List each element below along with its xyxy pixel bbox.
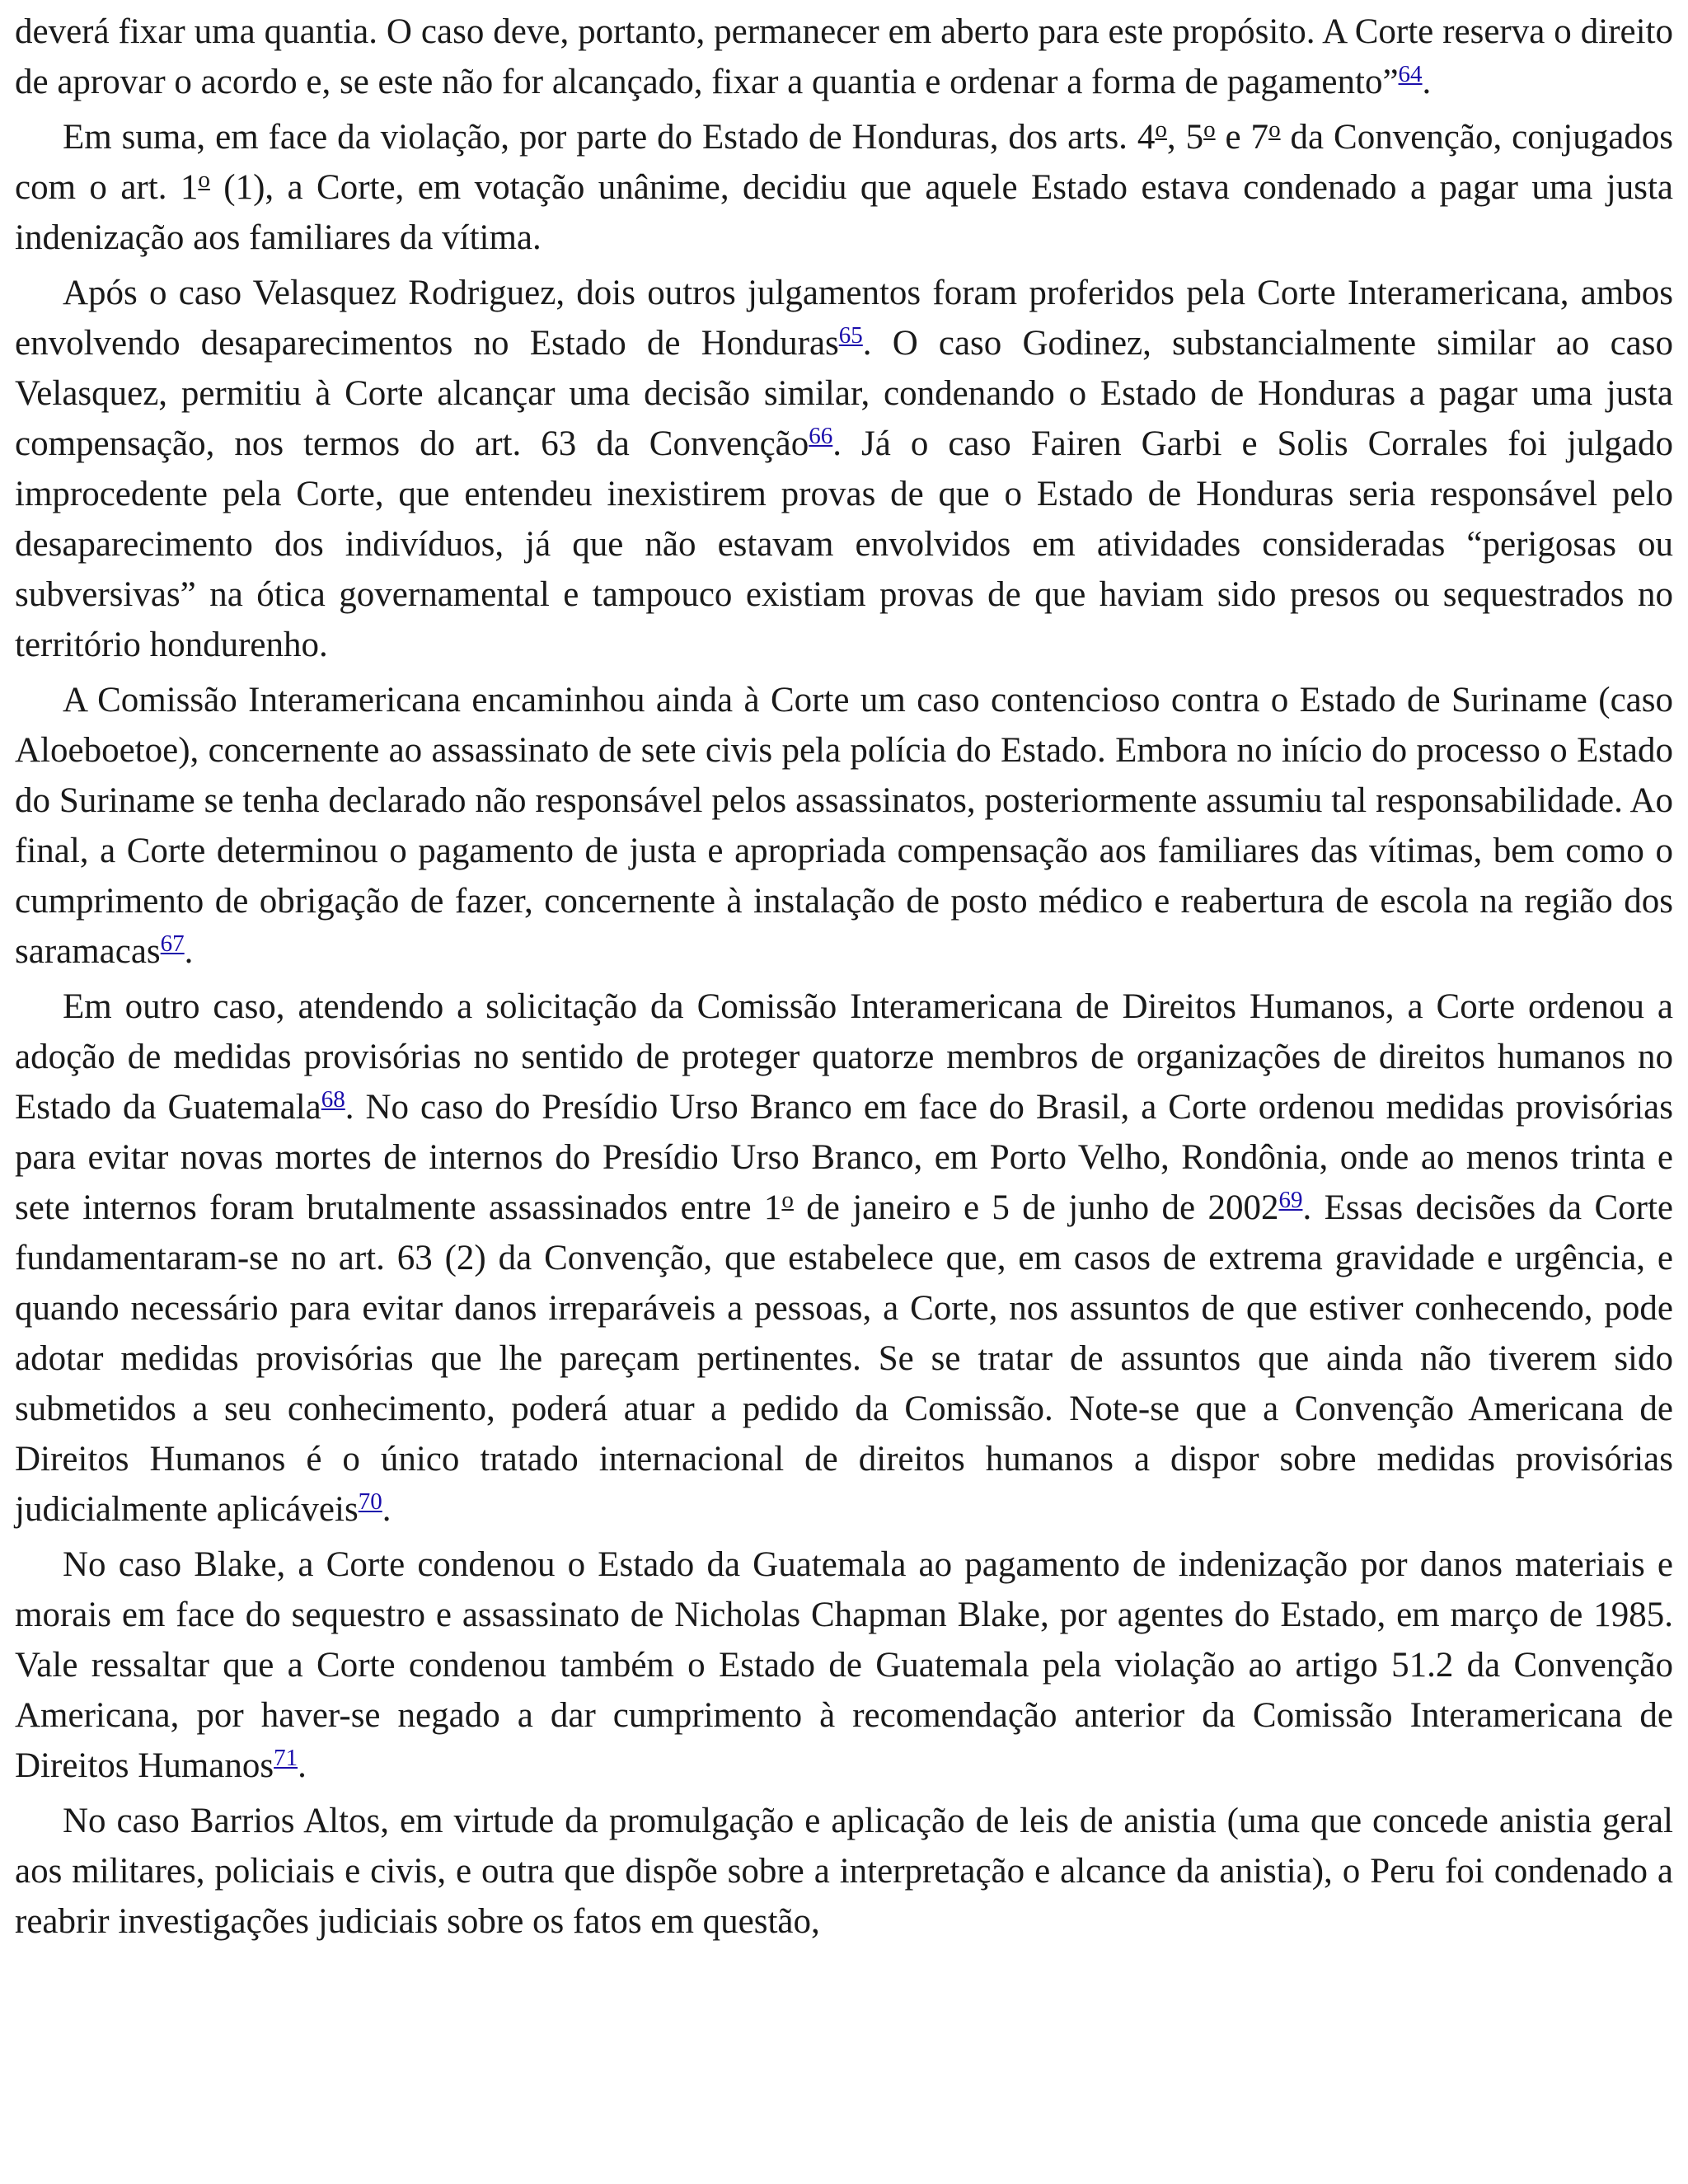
paragraph-text: e 7 xyxy=(1215,118,1269,157)
footnote-link-70[interactable]: 70 xyxy=(358,1488,382,1515)
paragraph-text: No caso Barrios Altos, em virtude da promulgação e aplicação de leis de anistia (uma que concede anistia geral aos militares, policiais e civis, e outra que dispõe sobre a interpretação e alcance da anistia), o Peru foi condenado a reabrir investigações judiciais sobre os fatos em questão, xyxy=(15,1802,1673,1941)
paragraph-text: , 5 xyxy=(1166,118,1204,157)
paragraph-text: . xyxy=(184,932,194,971)
ordinal-indicator: o xyxy=(1268,116,1281,143)
paragraph xyxy=(15,1796,1673,1947)
document-page xyxy=(15,7,1673,1952)
footnote-link-65[interactable]: 65 xyxy=(838,322,863,349)
paragraph xyxy=(15,7,1673,107)
paragraph xyxy=(15,268,1673,670)
ordinal-indicator: o xyxy=(1203,116,1216,143)
footnote-link-67[interactable]: 67 xyxy=(160,930,185,957)
paragraph-text: Em outro caso, atendendo a solicitação da Comissão Interamericana de Direitos Humanos, a Corte ordenou a adoção de medidas provisórias no sentido de proteger quatorze membros de organizações de direitos humanos no Estado da Guatemala xyxy=(15,987,1673,1127)
ordinal-indicator: o xyxy=(1155,116,1167,143)
paragraph-text: . Já o caso Fairen Garbi e Solis Corrales foi julgado improcedente pela Corte, que entendeu inexistirem provas de que o Estado de Honduras seria responsável pelo desaparecimento dos indivíduos, já que não estavam envolvidos em atividades consideradas “perigosas ou subversivas” na ótica governamental e tampouco existiam provas de que haviam sido presos ou sequestrados no território hondurenho. xyxy=(15,424,1674,664)
paragraph xyxy=(15,675,1673,977)
paragraph-text: . No caso do Presídio Urso Branco em face do Brasil, a Corte ordenou medidas provisórias para evitar novas mortes de internos do Presídio Urso Branco, em Porto Velho, Rondônia, onde ao menos trinta e sete internos foram brutalmente assassinados entre 1 xyxy=(15,1088,1673,1227)
paragraph-text: . xyxy=(382,1490,392,1529)
paragraph-text: da Convenção, conjugados com o art. 1 xyxy=(15,118,1674,207)
paragraph-text: A Comissão Interamericana encaminhou ainda à Corte um caso contencioso contra o Estado de Suriname (caso Aloeboetoe), concernente ao assassinato de sete civis pela polícia do Estado. Embora no início do processo o Estado do Suriname se tenha declarado não responsável pelos assassinatos, posteriormente assumiu tal responsabilidade. Ao final, a Corte determinou o pagamento de justa e apropriada compensação aos familiares das vítimas, bem como o cumprimento de obrigação de fazer, concernente à instalação de posto médico e reabertura de escola na região dos saramacas xyxy=(15,681,1673,971)
paragraph-text: Em suma, em face da violação, por parte do Estado de Honduras, dos arts. 4 xyxy=(63,118,1156,157)
paragraph-text: deverá fixar uma quantia. O caso deve, portanto, permanecer em aberto para este propósito. A Corte reserva o direito de aprovar o acordo e, se este não for alcançado, fixar a quantia e ordenar a forma de pagamento” xyxy=(15,12,1673,101)
ordinal-indicator: o xyxy=(781,1187,794,1213)
paragraph-text: No caso Blake, a Corte condenou o Estado da Guatemala ao pagamento de indenização por danos materiais e morais em face do sequestro e assassinato de Nicholas Chapman Blake, por agentes do Estado, em março de 1985. Vale ressaltar que a Corte condenou também o Estado de Guatemala pela violação ao artigo 51.2 da Convenção Americana, por haver-se negado a dar cumprimento à recomendação anterior da Comissão Interamericana de Direitos Humanos xyxy=(15,1545,1673,1785)
paragraph-text: (1), a Corte, em votação unânime, decidiu que aquele Estado estava condenado a pagar uma justa indenização aos familiares da vítima. xyxy=(15,168,1673,257)
paragraph-text: de janeiro e 5 de junho de 2002 xyxy=(793,1188,1279,1227)
paragraph-text: Após o caso Velasquez Rodriguez, dois outros julgamentos foram proferidos pela Corte Interamericana, ambos envolvendo desaparecimentos no Estado de Honduras xyxy=(15,274,1673,363)
paragraph-text: . xyxy=(298,1746,307,1785)
paragraph xyxy=(15,112,1673,263)
paragraph-text: . Essas decisões da Corte fundamentaram-se no art. 63 (2) da Convenção, que estabelece que, em casos de extrema gravidade e urgência, e quando necessário para evitar danos irreparáveis a pessoas, a Corte, nos assuntos de que estiver conhecendo, pode adotar medidas provisórias que lhe pareçam pertinentes. Se se tratar de assuntos que ainda não tiverem sido submetidos a seu conhecimento, poderá atuar a pedido da Comissão. Note-se que a Convenção Americana de Direitos Humanos é o único tratado internacional de direitos humanos a dispor sobre medidas provisórias judicialmente aplicáveis xyxy=(15,1188,1673,1529)
footnote-link-69[interactable]: 69 xyxy=(1278,1187,1303,1213)
footnote-link-68[interactable]: 68 xyxy=(321,1086,345,1113)
footnote-link-71[interactable]: 71 xyxy=(274,1745,298,1771)
footnote-link-66[interactable]: 66 xyxy=(809,423,833,449)
paragraph xyxy=(15,982,1673,1535)
ordinal-indicator: o xyxy=(198,166,210,193)
paragraph xyxy=(15,1540,1673,1791)
paragraph-text: . xyxy=(1422,63,1432,101)
footnote-link-64[interactable]: 64 xyxy=(1398,61,1423,87)
paragraph-text: . O caso Godinez, substancialmente similar ao caso Velasquez, permitiu à Corte alcançar uma decisão similar, condenando o Estado de Honduras a pagar uma justa compensação, nos termos do art. 63 da Convenção xyxy=(15,324,1673,463)
